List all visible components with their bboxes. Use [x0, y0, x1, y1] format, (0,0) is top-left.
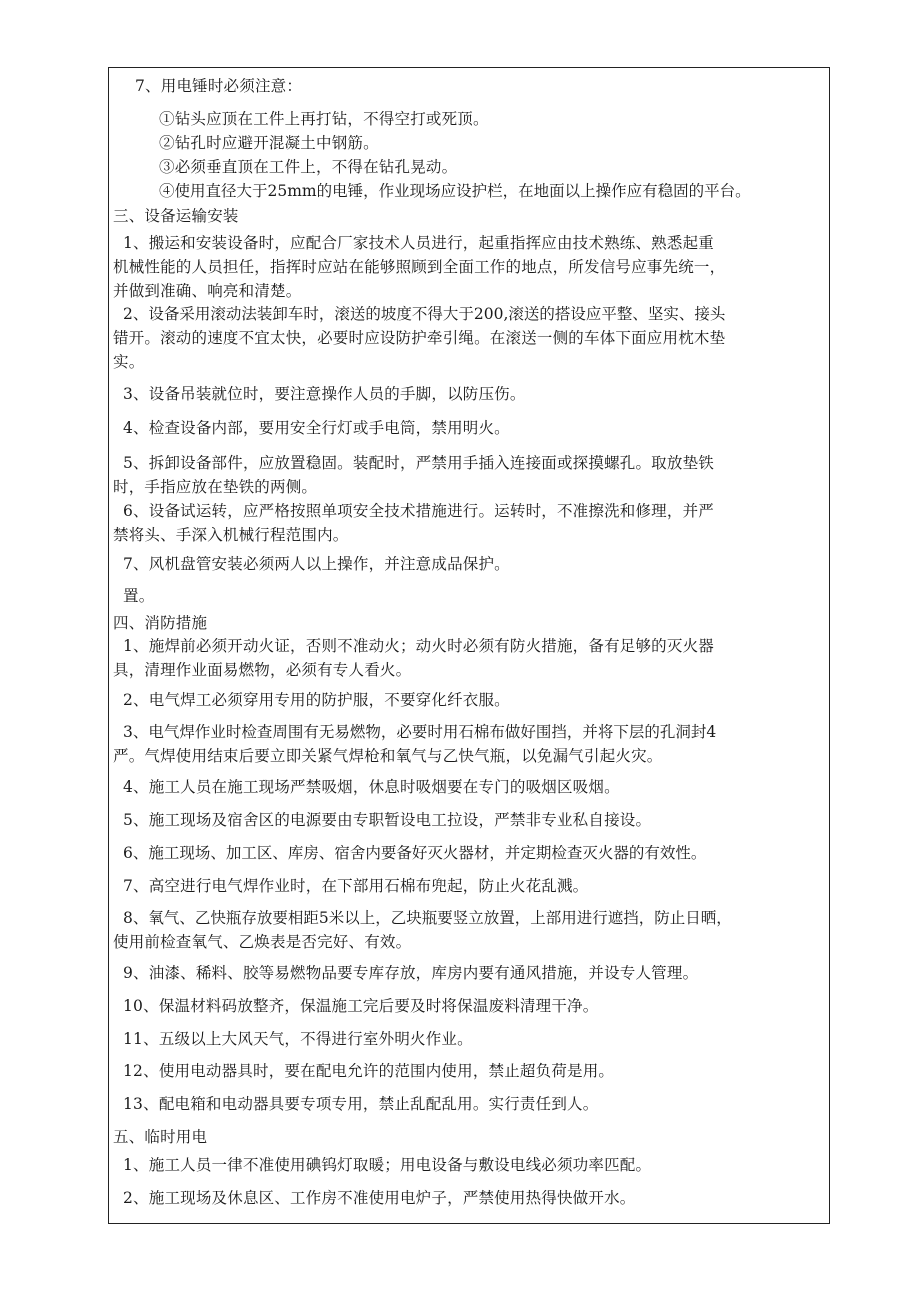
section-heading: 四、消防措施	[113, 614, 208, 632]
text-line: 禁将头、手深入机械行程范围内。	[113, 526, 349, 544]
text-line: 6、施工现场、加工区、库房、宿舍内要备好灭火器材，并定期检查灭火器的有效性。	[123, 844, 707, 862]
text-line: 严。气焊使用结束后要立即关紧气焊枪和氧气与乙快气瓶，以免漏气引起火灾。	[113, 747, 663, 765]
text-line: 7、高空进行电气焊作业时，在下部用石棉布兜起，防止火花乱溅。	[123, 877, 589, 895]
text-line: 置。	[123, 587, 155, 605]
text-line: 3、设备吊装就位时，要注意操作人员的手脚，以防压伤。	[123, 385, 526, 403]
text-line: 2、施工现场及休息区、工作房不准使用电炉子，严禁使用热得快做开水。	[123, 1189, 636, 1207]
text-line: 4、施工人员在施工现场严禁吸烟，休息时吸烟要在专门的吸烟区吸烟。	[123, 778, 620, 796]
text-line: 5、拆卸设备部件，应放置稳固。装配时，严禁用手插入连接面或探摸螺孔。取放垫铁	[123, 454, 714, 472]
text-line: 2、电气焊工必须穿用专用的防护服，不要穿化纤衣服。	[123, 691, 510, 709]
text-line: 机械性能的人员担任，指挥时应站在能够照顾到全面工作的地点，所发信号应事先统一，	[113, 258, 726, 276]
text-line: 2、设备采用滚动法装卸车时，滚送的坡度不得大于200,滚送的搭设应平整、坚实、接头	[123, 305, 726, 323]
text-line: 1、施工人员一律不准使用碘钨灯取暖；用电设备与敷设电线必须功率匹配。	[123, 1156, 652, 1174]
section-heading: 五、临时用电	[113, 1128, 208, 1146]
text-line: 7、风机盘管安装必须两人以上操作，并注意成品保护。	[123, 555, 510, 573]
text-line: 错开。滚动的速度不宜太快，必要时应设防护牵引绳。在滚送一侧的车体下面应用枕木垫	[113, 329, 726, 347]
text-line: ①钻头应顶在工件上再打钻，不得空打或死顶。	[159, 110, 489, 128]
text-line: 时，手指应放在垫铁的两侧。	[113, 478, 318, 496]
text-line: 1、施焊前必须开动火证，否则不准动火；动火时必须有防火措施，备有足够的灭火器	[123, 637, 714, 655]
text-line: 7、用电锤时必须注意：	[135, 77, 303, 95]
text-line: 9、油漆、稀料、胶等易燃物品要专库存放，库房内要有通风措施，并设专人管理。	[123, 964, 699, 982]
text-line: 实。	[113, 353, 145, 371]
text-line: 5、施工现场及宿舍区的电源要由专职暂设电工拉设，严禁非专业私自接设。	[123, 811, 652, 829]
text-line: ②钻孔时应避开混凝土中钢筋。	[159, 134, 379, 152]
text-line: 10、保温材料码放整齐，保温施工完后要及时将保温废料清理干净。	[123, 997, 599, 1015]
text-line: 具，清理作业面易燃物，必须有专人看火。	[113, 661, 412, 679]
text-line: 4、检查设备内部，要用安全行灯或手电筒，禁用明火。	[123, 419, 510, 437]
section-heading: 三、设备运输安装	[113, 207, 239, 225]
text-line: 6、设备试运转，应严格按照单项安全技术措施进行。运转时，不准擦洗和修理，并严	[123, 502, 714, 520]
text-line: ④使用直径大于25mm的电锤，作业现场应设护栏，在地面以上操作应有稳固的平台。	[159, 182, 751, 200]
text-line: 3、电气焊作业时检查周围有无易燃物，必要时用石棉布做好围挡，并将下层的孔洞封4	[123, 723, 717, 741]
document-table-cell	[108, 67, 830, 1224]
text-line: 1、搬运和安装设备时，应配合厂家技术人员进行，起重指挥应由技术熟练、熟悉起重	[123, 234, 714, 252]
text-line: ③必须垂直顶在工件上，不得在钻孔晃动。	[159, 158, 458, 176]
text-line: 13、配电箱和电动器具要专项专用，禁止乱配乱用。实行责任到人。	[123, 1095, 599, 1113]
text-line: 12、使用电动器具时，要在配电允许的范围内使用，禁止超负荷是用。	[123, 1062, 615, 1080]
text-line: 使用前检查氧气、乙焕表是否完好、有效。	[113, 933, 412, 951]
text-line: 并做到准确、响亮和清楚。	[113, 282, 302, 300]
text-line: 8、氧气、乙快瓶存放要相距5米以上，乙块瓶要竖立放置，上部用进行遮挡，防止日晒，	[123, 909, 732, 927]
text-line: 11、五级以上大风天气，不得进行室外明火作业。	[123, 1030, 473, 1048]
